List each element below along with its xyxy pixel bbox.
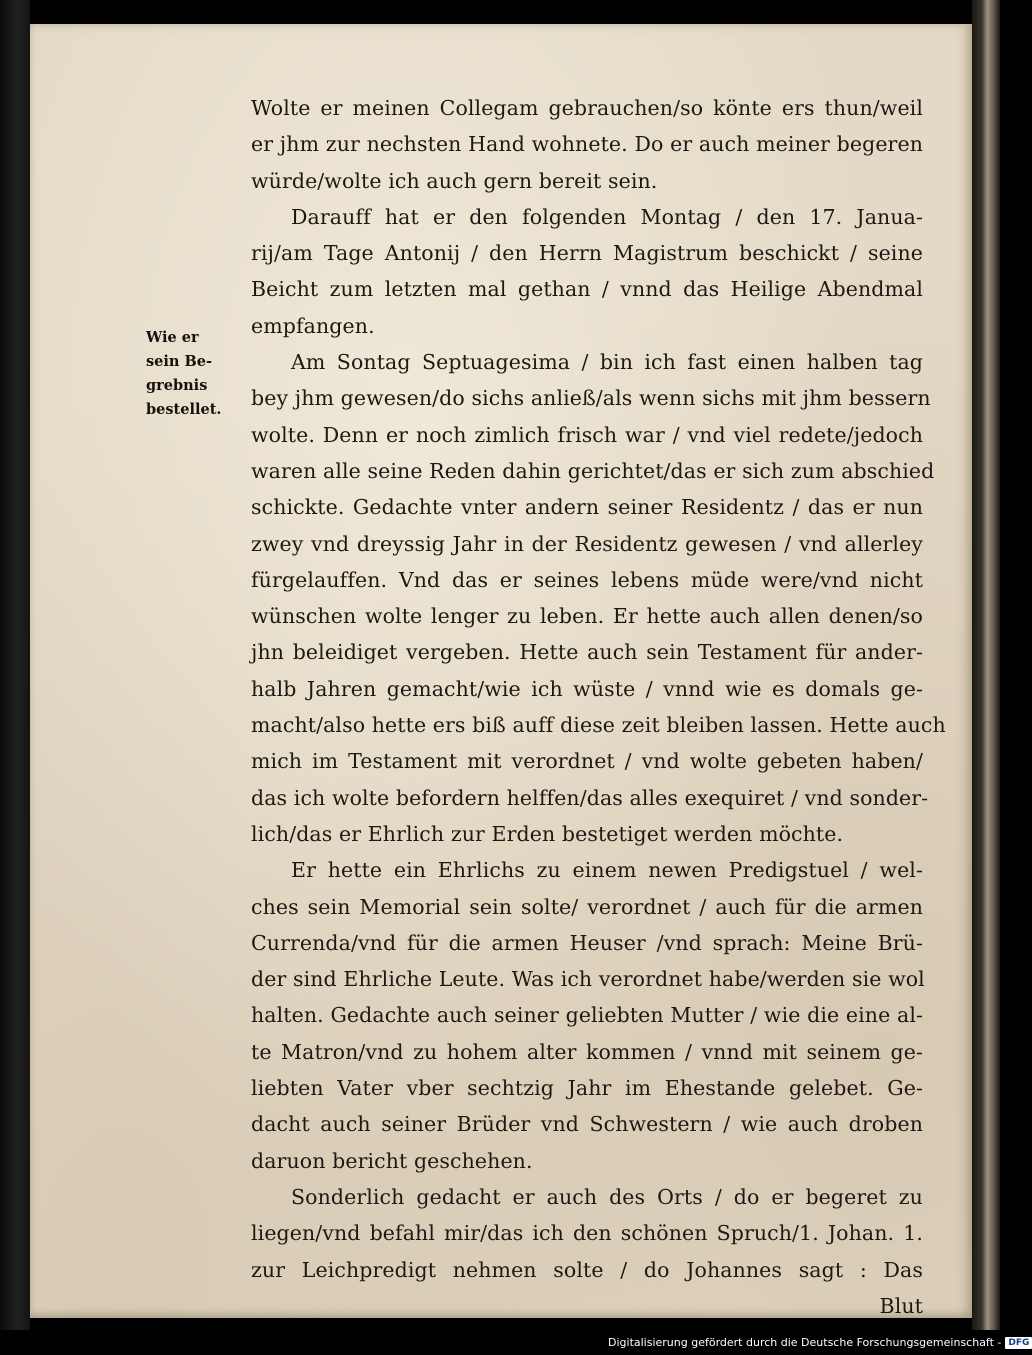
body-text xyxy=(251,90,946,1324)
footer-text: Digitalisierung gefördert durch die Deutsche Forschungsgemeinschaft - xyxy=(608,1336,1002,1349)
text-line: liegen/vnd befahl mir/das ich den schönen Spruch/1. Johan. 1. xyxy=(251,1221,923,1246)
text-line: Sonderlich gedacht er auch des Orts / do er begeret zu xyxy=(291,1184,923,1209)
text-line: ches sein Memorial sein solte/ verordnet / auch für die armen xyxy=(251,894,923,919)
text-line: liebten Vater vber sechtzig Jahr im Ehestande gelebet. Ge- xyxy=(251,1076,923,1101)
margin-note xyxy=(146,326,244,422)
text-line: waren alle seine Reden dahin gerichtet/das er sich zum abschied xyxy=(251,458,935,483)
text-line: halten. Gedachte auch seiner geliebten Mutter / wie die eine al- xyxy=(251,1003,923,1028)
digitization-footer xyxy=(608,1336,1032,1350)
text-line: rij/am Tage Antonij / den Herrn Magistrum beschickt / seine xyxy=(251,241,923,266)
text-line: das ich wolte befordern helffen/das alles exequiret / vnd sonder- xyxy=(251,785,929,810)
text-line: wünschen wolte lenger zu leben. Er hette auch allen denen/so xyxy=(251,604,923,629)
text-line: fürgelauffen. Vnd das er seines lebens müde were/vnd nicht xyxy=(251,567,923,592)
text-line: Beicht zum letzten mal gethan / vnnd das Heilige Abendmal xyxy=(251,277,923,302)
text-line: empfangen. xyxy=(251,313,375,338)
margin-note-line: grebnis xyxy=(146,377,208,394)
text-line: der sind Ehrliche Leute. Was ich verordnet habe/werden sie wol xyxy=(251,967,925,992)
text-line: wolte. Denn er noch zimlich frisch war / vnd viel redete/jedoch xyxy=(251,422,923,447)
margin-note-line: Wie er xyxy=(146,329,199,346)
text-line: schickte. Gedachte vnter andern seiner Residentz / das er nun xyxy=(251,495,923,520)
text-line: macht/also hette ers biß auff diese zeit bleiben lassen. Hette auch xyxy=(251,713,946,738)
dfg-logo-icon: DFG xyxy=(1005,1337,1032,1349)
text-line: lich/das er Ehrlich zur Erden bestetiget werden möchte. xyxy=(251,821,844,846)
text-line: würde/wolte ich auch gern bereit sein. xyxy=(251,168,658,193)
text-line: Wolte er meinen Collegam gebrauchen/so könte ers thun/weil xyxy=(251,96,923,120)
book-spine-edge xyxy=(0,0,30,1330)
text-line: jhn beleidiget vergeben. Hette auch sein Testament für ander- xyxy=(251,640,923,665)
text-line: bey jhm gewesen/do sichs anließ/als wenn sichs mit jhm bessern xyxy=(251,386,931,411)
text-line: zur Leichpredigt nehmen solte / do Johannes sagt : Das xyxy=(251,1257,923,1282)
text-line: zwey vnd dreyssig Jahr in der Residentz gewesen / vnd allerley xyxy=(251,531,923,556)
text-line: er jhm zur nechsten Hand wohnete. Do er auch meiner begeren xyxy=(251,132,923,157)
margin-note-line: sein Be- xyxy=(146,353,212,370)
text-line: Darauff hat er den folgenden Montag / den 17. Janua- xyxy=(291,204,923,229)
text-line: daruon bericht geschehen. xyxy=(251,1148,533,1173)
text-line: mich im Testament mit verordnet / vnd wolte gebeten haben/ xyxy=(251,749,923,774)
text-line: dacht auch seiner Brüder vnd Schwestern / wie auch droben xyxy=(251,1112,923,1137)
text-line: halb Jahren gemacht/wie ich wüste / vnnd wie es domals ge- xyxy=(251,676,923,701)
next-page-edge xyxy=(972,0,1000,1330)
text-line: Er hette ein Ehrlichs zu einem newen Predigstuel / wel- xyxy=(291,858,923,883)
catchword: Blut xyxy=(879,1293,923,1318)
margin-note-line: bestellet. xyxy=(146,401,222,418)
text-line: te Matron/vnd zu hohem alter kommen / vnnd mit seinem ge- xyxy=(251,1039,923,1064)
text-line: Currenda/vnd für die armen Heuser /vnd sprach: Meine Brü- xyxy=(251,930,923,955)
text-line: Am Sontag Septuagesima / bin ich fast einen halben tag xyxy=(291,350,923,375)
